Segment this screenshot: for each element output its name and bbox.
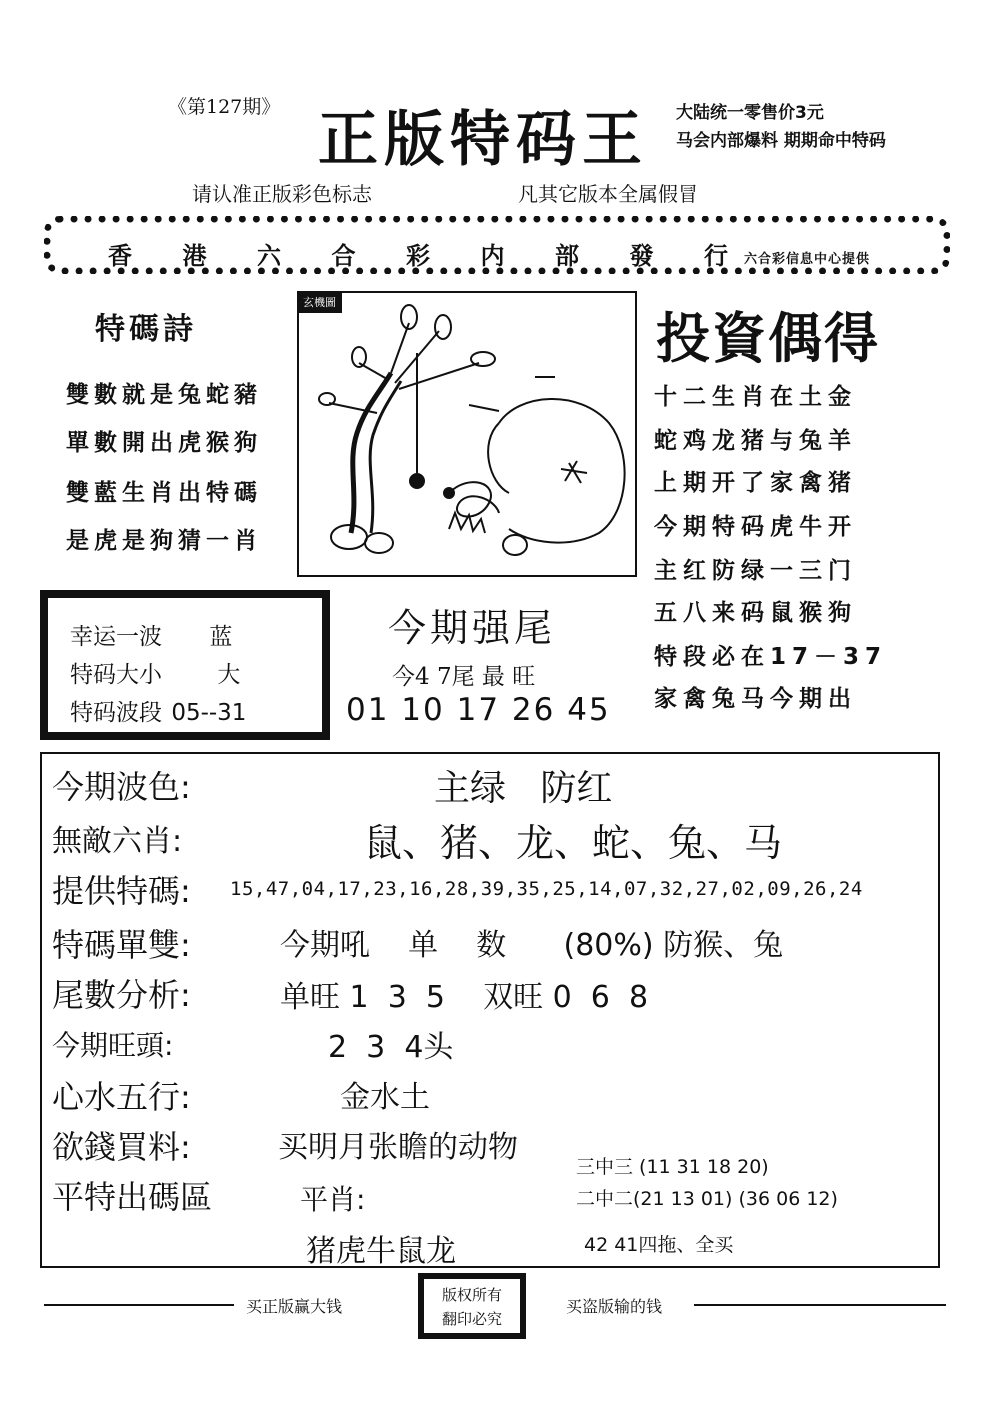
banner-char: 發 [629, 241, 654, 270]
head-label: 今期旺頭: [52, 1029, 174, 1062]
tail-title: 今期强尾 [388, 606, 557, 650]
buy-tip-value: 买明月张瞻的动物 [278, 1130, 518, 1165]
combo-three: 三中三 (11 31 18 20) [576, 1156, 769, 1178]
poem-line: 單數開出虎猴狗 [66, 429, 262, 456]
banner-char: 香 [108, 241, 132, 270]
head-value: 2 3 4头 [328, 1030, 454, 1065]
footer-right-text: 买盗版输的钱 [566, 1297, 663, 1316]
flat-zodiac-label: 平肖: [300, 1183, 366, 1216]
odd-even-value: 今期吼 单 数 (80%) 防猴、兔 [280, 928, 784, 963]
poem-line: 雙數就是兔蛇豬 [66, 381, 262, 408]
six-zodiac-value: 鼠、猪、龙、蛇、兔、马 [364, 821, 783, 865]
poem-line: 雙藍生肖出特碼 [66, 479, 262, 506]
lucky-label: 特码大小 [70, 662, 162, 688]
copyright-line: 翻印必究 [441, 1310, 502, 1328]
footer-divider-left [44, 1304, 234, 1306]
tail-analysis-label: 尾數分析: [52, 976, 191, 1014]
banner-char: 行 [704, 241, 728, 270]
tail-analysis-value: 单旺 1 3 5 双旺 0 6 8 [280, 980, 649, 1015]
banner-char: 合 [331, 241, 356, 270]
lucky-label: 幸运一波 [70, 624, 162, 650]
banner-char: 内 [480, 241, 505, 270]
lucky-value: 05--31 [171, 700, 247, 726]
verse-line: 五八来码鼠猴狗 [654, 600, 857, 626]
issue-number: 《第127期》 [168, 96, 281, 118]
poem-line: 是虎是狗猜一肖 [66, 527, 262, 554]
special-code-value: 15,47,04,17,23,16,28,39,35,25,14,07,32,27,02,09,26,24 [230, 878, 863, 900]
verse-line: 十二生肖在土金 [654, 384, 857, 410]
lucky-wave-row [70, 618, 232, 651]
verse-line: 家禽兔马今期出 [654, 686, 857, 712]
wave-color-label: 今期波色: [52, 768, 191, 806]
tail-numbers: 01 10 17 26 45 [346, 692, 611, 728]
banner-char: 六 [257, 241, 281, 270]
banner-text [108, 236, 728, 271]
buy-tip-label: 欲錢買料: [52, 1128, 191, 1166]
five-elements-label: 心水五行: [52, 1078, 191, 1116]
odd-even-label: 特碼單雙: [52, 926, 191, 964]
combo-four: 42 41四拖、全买 [584, 1234, 734, 1256]
banner-char: 港 [182, 241, 207, 270]
verse-line: 特段必在17－37 [654, 644, 888, 670]
combo-two: 二中二(21 13 01) (36 06 12) [576, 1188, 838, 1210]
footer-divider-right [694, 1304, 946, 1306]
copyright-box [418, 1273, 526, 1339]
verse-line: 上期开了家禽猪 [654, 470, 857, 496]
lucky-size-row [70, 656, 240, 689]
ink-drawing-icon [299, 293, 635, 575]
lucky-label: 特码波段 [70, 700, 162, 726]
verse-line: 今期特码虎牛开 [654, 514, 857, 540]
flat-code-label: 平特出碼區 [52, 1178, 213, 1216]
lucky-range-row [70, 694, 246, 727]
verse-line: 主红防绿一三门 [654, 558, 857, 584]
tagline: 马会内部爆料 期期命中特码 [676, 131, 886, 151]
tail-subtitle: 今4 7尾 最 旺 [392, 664, 536, 690]
authentic-warning: 请认准正版彩色标志 [192, 182, 372, 206]
six-zodiac-label: 無敵六肖: [52, 824, 183, 859]
footer-left-text: 买正版赢大钱 [246, 1297, 343, 1316]
copyright-line: 版权所有 [441, 1286, 502, 1304]
flat-zodiac-value: 猪虎牛鼠龙 [306, 1234, 456, 1269]
wave-color-value: 主绿 防红 [434, 768, 613, 809]
mystery-picture [297, 291, 637, 577]
price-line: 大陆统一零售价3元 [676, 103, 824, 123]
verse-line: 蛇鸡龙猪与兔羊 [654, 428, 857, 454]
banner-char: 彩 [406, 241, 430, 270]
lucky-value: 大 [217, 662, 241, 688]
special-code-label: 提供特碼: [52, 872, 191, 910]
invest-title: 投資偶得 [656, 307, 880, 370]
five-elements-value: 金水土 [340, 1080, 430, 1115]
banner-char: 部 [555, 241, 579, 270]
picture-label: 玄機圖 [297, 291, 342, 313]
poem-title: 特碼詩 [95, 312, 197, 347]
lucky-value: 蓝 [209, 624, 233, 650]
page-title: 正版特码王 [318, 105, 648, 175]
banner-credit: 六合彩信息中心提供 [744, 252, 871, 267]
fake-warning: 凡其它版本全属假冒 [518, 182, 698, 206]
